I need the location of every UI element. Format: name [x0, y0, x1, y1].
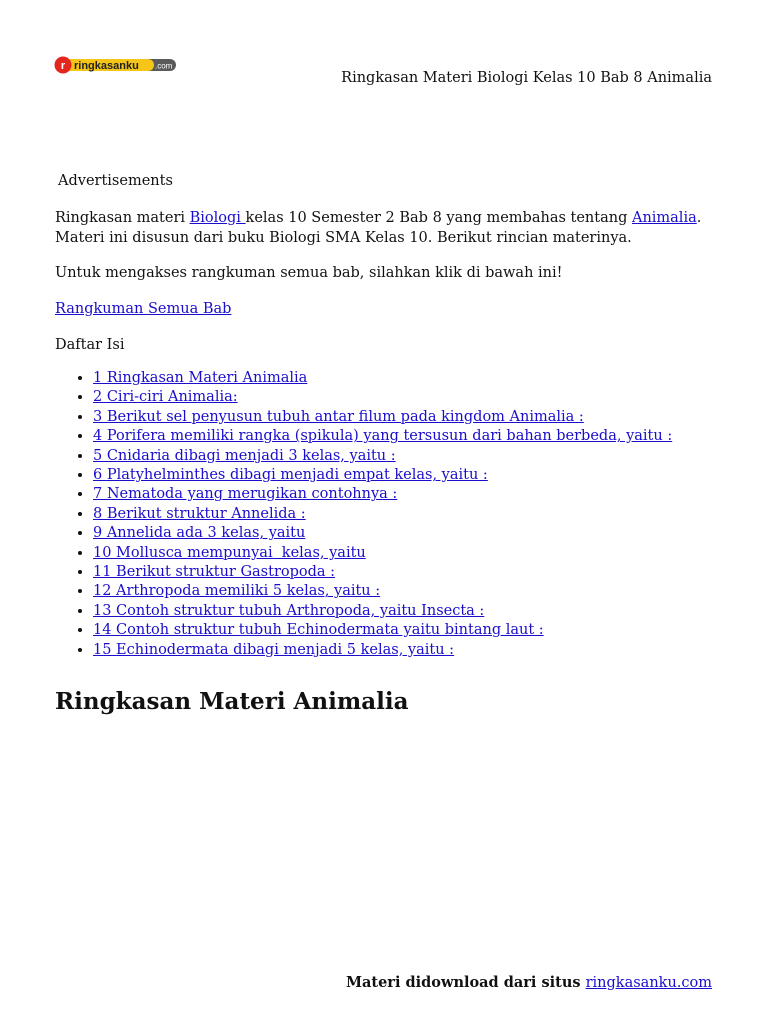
toc-item	[93, 641, 715, 660]
toc-link[interactable]: 1 Ringkasan Materi Animalia	[93, 370, 308, 386]
biologi-link[interactable]: Biologi	[189, 210, 246, 226]
toc-item	[93, 427, 715, 446]
toc-link[interactable]: 11 Berikut struktur Gastropoda :	[93, 564, 336, 581]
svg-text:r: r	[60, 60, 66, 72]
toc-title: Daftar Isi	[55, 337, 125, 353]
ringkasanku-logo-icon	[54, 56, 176, 74]
toc-link[interactable]: 12 Arthropoda memiliki 5 kelas, yaitu :	[93, 583, 381, 600]
footer-text: Materi didownload dari situs	[345, 974, 586, 991]
toc-link[interactable]: 13 Contoh struktur tubuh Arthropoda, yaitu Insecta :	[93, 602, 485, 619]
section-heading: Ringkasan Materi Animalia	[55, 688, 409, 715]
toc-item	[93, 563, 715, 582]
toc-item	[93, 369, 715, 388]
toc-item	[93, 408, 715, 427]
toc-item	[93, 602, 715, 621]
intro-paragraph	[55, 208, 715, 248]
footer-source	[346, 974, 712, 991]
logo-suffix: .com	[155, 61, 173, 71]
toc-item	[93, 466, 715, 485]
toc-item	[93, 524, 715, 543]
toc-link[interactable]: 5 Cnidaria dibagi menjadi 3 kelas, yaitu :	[93, 447, 396, 464]
toc-link[interactable]: 7 Nematoda yang merugikan contohnya :	[93, 486, 398, 503]
table-of-contents	[55, 369, 715, 660]
site-logo[interactable]	[54, 56, 176, 74]
toc-item	[93, 505, 715, 524]
document-title: Ringkasan Materi Biologi Kelas 10 Bab 8 Animalia	[341, 70, 712, 86]
all-chapters-link[interactable]: Rangkuman Semua Bab	[55, 301, 232, 317]
toc-link[interactable]: 6 Platyhelminthes dibagi menjadi empat kelas, yaitu :	[93, 467, 488, 484]
intro-text-1: Ringkasan materi	[55, 210, 190, 226]
toc-link[interactable]: 4 Porifera memiliki rangka (spikula) yang tersusun dari bahan berbeda, yaitu :	[93, 428, 673, 445]
toc-item	[93, 582, 715, 601]
toc-link[interactable]: 10 Mollusca mempunyai kelas, yaitu	[93, 544, 366, 561]
article-content	[55, 208, 715, 660]
footer-site-link[interactable]: ringkasanku.com	[585, 975, 712, 991]
toc-link[interactable]: 8 Berikut struktur Annelida :	[93, 505, 306, 522]
toc-link[interactable]: 3 Berikut sel penyusun tubuh antar filum pada kingdom Animalia :	[93, 408, 584, 425]
toc-item	[93, 447, 715, 466]
toc-link[interactable]: 2 Ciri-ciri Animalia:	[93, 389, 238, 406]
toc-item	[93, 388, 715, 407]
toc-item	[93, 544, 715, 563]
intro-text-3: . Materi ini disusun dari buku Biologi SMA Kelas 10. Berikut rincian materinya.	[55, 210, 702, 246]
advertisements-label: Advertisements	[58, 173, 173, 189]
intro-text-2: kelas 10 Semester 2 Bab 8 yang membahas tentang	[245, 210, 632, 226]
animalia-link[interactable]: Animalia	[631, 210, 697, 226]
toc-link[interactable]: 9 Annelida ada 3 kelas, yaitu	[93, 525, 306, 542]
toc-item	[93, 621, 715, 640]
toc-link[interactable]: 15 Echinodermata dibagi menjadi 5 kelas, yaitu :	[93, 641, 455, 658]
toc-item	[93, 485, 715, 504]
toc-link[interactable]: 14 Contoh struktur tubuh Echinodermata yaitu bintang laut :	[93, 622, 544, 639]
access-instruction: Untuk mengakses rangkuman semua bab, silahkan klik di bawah ini!	[55, 265, 563, 281]
logo-text: ringkasanku	[74, 60, 139, 72]
